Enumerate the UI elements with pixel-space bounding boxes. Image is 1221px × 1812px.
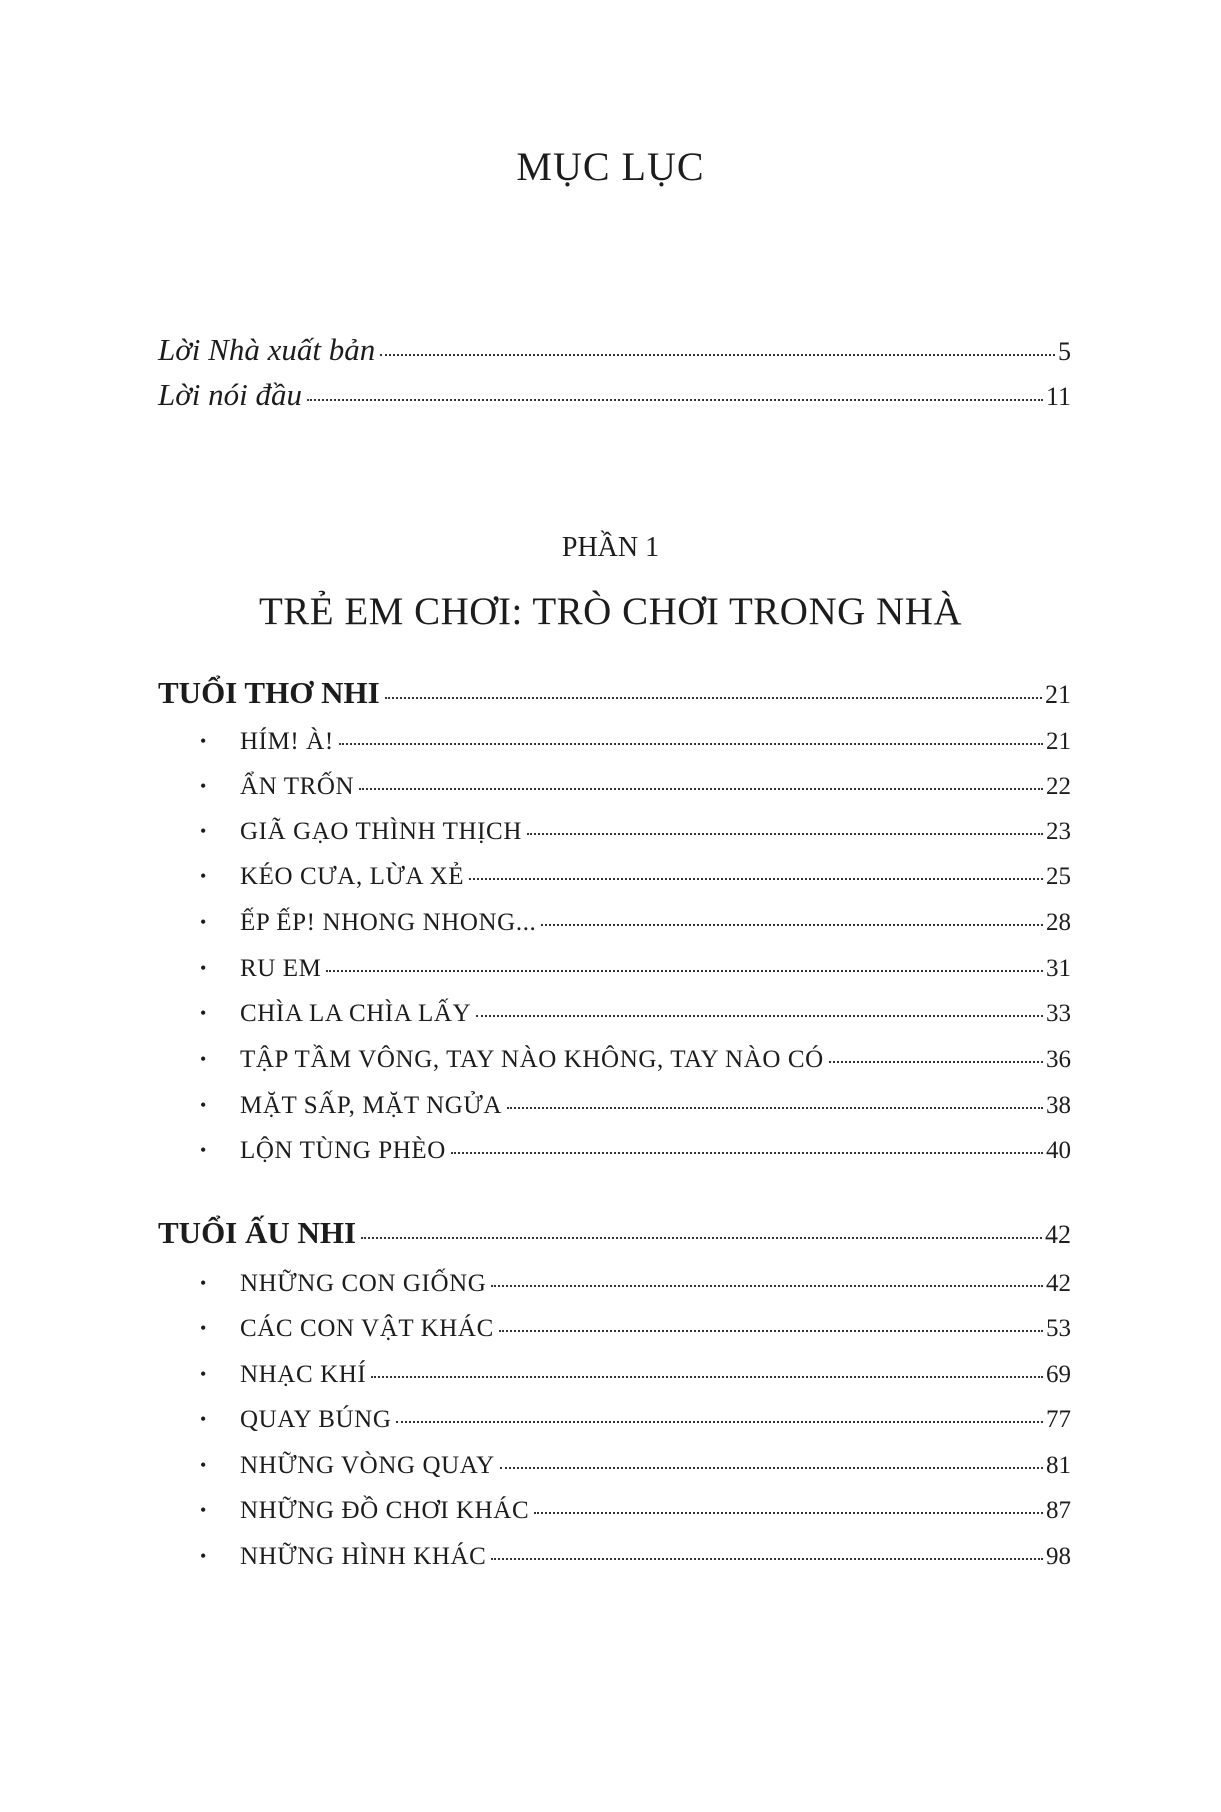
toc-list-item: [200, 1089, 1071, 1124]
dot-leader: [534, 1512, 1043, 1514]
dot-leader: [451, 1152, 1043, 1154]
bullet-icon: •: [200, 1364, 207, 1384]
entry-page-number: 22: [1046, 773, 1071, 800]
entry-label: NHỮNG CON GIỐNG: [240, 1270, 487, 1297]
toc-list-item: [200, 1358, 1071, 1393]
entry-label: LỘN TÙNG PHÈO: [240, 1137, 446, 1164]
entry-label: Lời nói đầu: [158, 377, 303, 412]
entry-page-number: 87: [1046, 1497, 1071, 1524]
section-page-number: 21: [1045, 680, 1071, 709]
dot-leader: [396, 1421, 1043, 1423]
entry-page-number: 98: [1046, 1543, 1071, 1570]
entry-label: ẾP ẾP! NHONG NHONG...: [240, 909, 537, 936]
toc-list-item: [200, 1134, 1071, 1169]
bullet-icon: •: [200, 1455, 207, 1475]
bullet-icon: •: [200, 1003, 207, 1023]
toc-list-item: [200, 860, 1071, 895]
entry-page-number: 28: [1046, 909, 1071, 936]
entry-label: KÉO CƯA, LỪA XẺ: [240, 863, 465, 890]
bullet-icon: •: [200, 1049, 207, 1069]
page-title: MỤC LỤC: [516, 144, 705, 189]
entry-page-number: 42: [1046, 1270, 1071, 1297]
dot-leader: [385, 697, 1042, 699]
bullet-icon: •: [200, 1095, 207, 1115]
part-label: PHẦN 1: [561, 532, 660, 563]
entry-label: MẶT SẤP, MẶT NGỬA: [240, 1092, 503, 1119]
entry-label: NHỮNG ĐỒ CHƠI KHÁC: [240, 1497, 530, 1524]
entry-page-number: 25: [1046, 863, 1071, 890]
toc-section-heading: [158, 673, 1071, 715]
entry-label: CHÌA LA CHÌA LẤY: [240, 1000, 472, 1027]
bullet-icon: •: [200, 1140, 207, 1160]
dot-leader: [491, 1558, 1043, 1560]
dot-leader: [499, 1330, 1043, 1332]
toc-list-item: [200, 725, 1071, 760]
entry-page-number: 38: [1046, 1092, 1071, 1119]
toc-entry-preface: [158, 375, 1071, 417]
toc-section-heading: [158, 1213, 1071, 1255]
bullet-icon: •: [200, 958, 207, 978]
toc-list-item: [200, 997, 1071, 1032]
toc-list-item: [200, 1043, 1071, 1078]
entry-label: QUAY BÚNG: [240, 1406, 392, 1433]
entry-label: NHỮNG HÌNH KHÁC: [240, 1543, 487, 1570]
entry-label: NHẠC KHÍ: [240, 1361, 367, 1388]
section-title: TUỔI ẤU NHI: [158, 1215, 357, 1250]
bullet-icon: •: [200, 1409, 207, 1429]
dot-leader: [829, 1061, 1043, 1063]
bullet-icon: •: [200, 776, 207, 796]
dot-leader: [359, 788, 1043, 790]
toc-list-item: [200, 906, 1071, 941]
dot-leader: [469, 878, 1043, 880]
toc-list-item: [200, 770, 1071, 805]
entry-page-number: 33: [1046, 1000, 1071, 1027]
bullet-icon: •: [200, 912, 207, 932]
section-page-number: 42: [1045, 1220, 1071, 1249]
entry-label: NHỮNG VÒNG QUAY: [240, 1452, 495, 1479]
bullet-icon: •: [200, 866, 207, 886]
dot-leader: [339, 743, 1043, 745]
dot-leader: [371, 1376, 1043, 1378]
toc-list-item: [200, 1312, 1071, 1347]
entry-page-number: 11: [1045, 382, 1071, 411]
entry-label: Lời Nhà xuất bản: [158, 332, 376, 367]
entry-label: HÍM! À!: [240, 728, 334, 755]
toc-list-item: [200, 1494, 1071, 1529]
toc-list-item: [200, 815, 1071, 850]
section-title: TUỔI THƠ NHI: [158, 675, 380, 710]
entry-page-number: 53: [1046, 1315, 1071, 1342]
entry-page-number: 40: [1046, 1137, 1071, 1164]
bullet-icon: •: [200, 821, 207, 841]
dot-leader: [476, 1015, 1043, 1017]
bullet-icon: •: [200, 1500, 207, 1520]
toc-list-item: [200, 1267, 1071, 1302]
dot-leader: [500, 1467, 1043, 1469]
entry-page-number: 77: [1046, 1406, 1071, 1433]
toc-list-item: [200, 1449, 1071, 1484]
bullet-icon: •: [200, 1546, 207, 1566]
dot-leader: [361, 1237, 1042, 1239]
entry-page-number: 69: [1046, 1361, 1071, 1388]
bullet-icon: •: [200, 1273, 207, 1293]
entry-label: RU EM: [240, 955, 322, 982]
entry-label: ẨN TRỐN: [240, 773, 355, 800]
dot-leader: [380, 354, 1055, 356]
entry-page-number: 36: [1046, 1046, 1071, 1073]
entry-label: GIÃ GẠO THÌNH THỊCH: [240, 818, 522, 845]
toc-list-item: [200, 1403, 1071, 1438]
entry-label: TẬP TẦM VÔNG, TAY NÀO KHÔNG, TAY NÀO CÓ: [240, 1046, 824, 1073]
entry-label: CÁC CON VẬT KHÁC: [240, 1315, 494, 1342]
entry-page-number: 5: [1058, 337, 1071, 366]
entry-page-number: 21: [1046, 728, 1071, 755]
entry-page-number: 31: [1046, 955, 1071, 982]
bullet-icon: •: [200, 1318, 207, 1338]
dot-leader: [326, 970, 1043, 972]
toc-list-item: [200, 1540, 1071, 1575]
entry-page-number: 81: [1046, 1452, 1071, 1479]
entry-page-number: 23: [1046, 818, 1071, 845]
part-title: TRẺ EM CHƠI: TRÒ CHƠI TRONG NHÀ: [258, 590, 963, 633]
dot-leader: [507, 1107, 1043, 1109]
dot-leader: [541, 924, 1043, 926]
dot-leader: [307, 399, 1043, 401]
toc-list-item: [200, 952, 1071, 987]
dot-leader: [527, 833, 1043, 835]
toc-entry-publisher-note: [158, 330, 1071, 372]
bullet-icon: •: [200, 731, 207, 751]
dot-leader: [491, 1285, 1043, 1287]
